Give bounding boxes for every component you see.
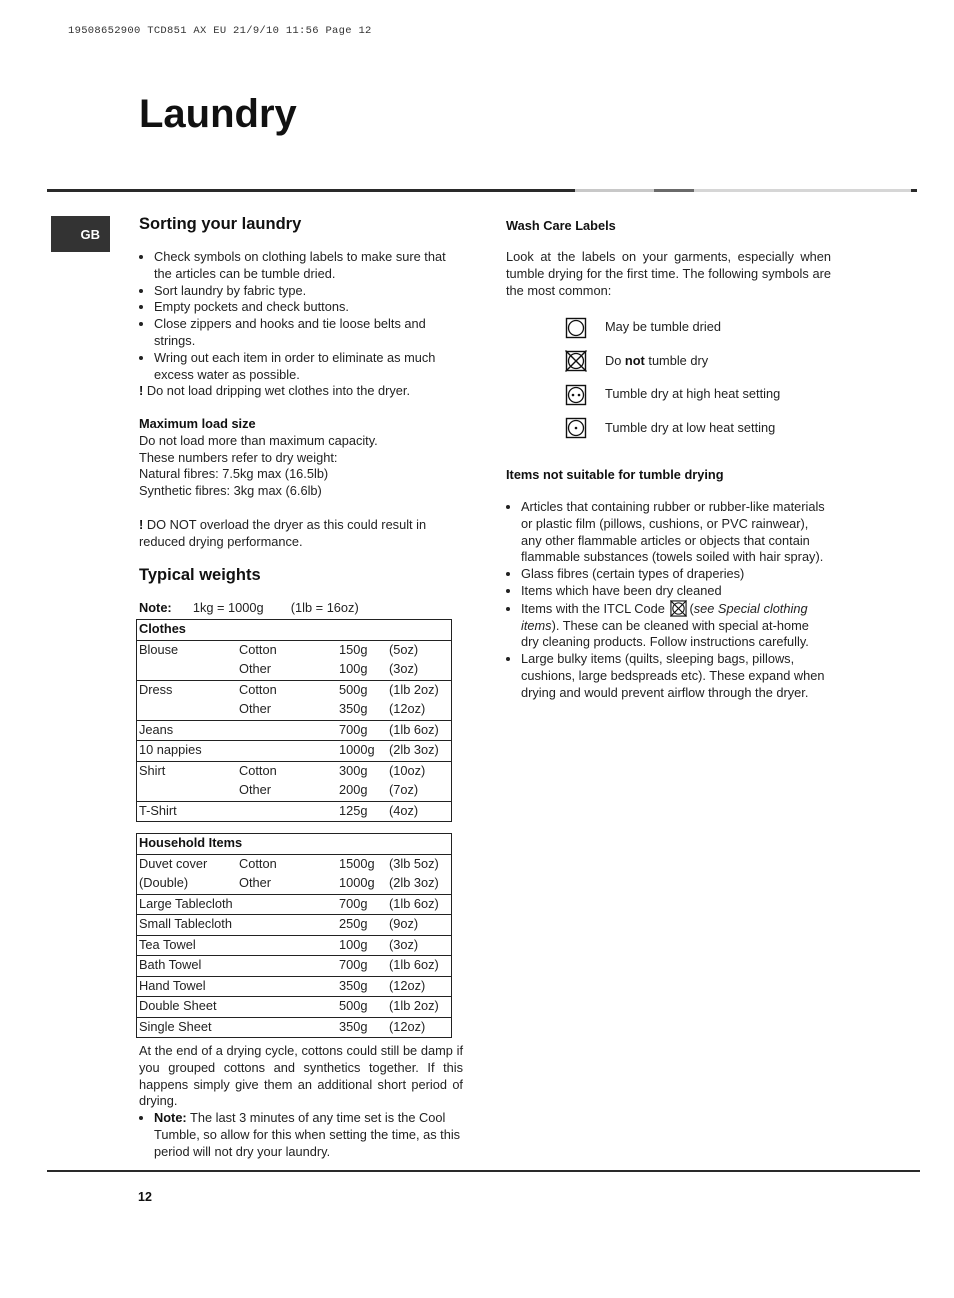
- table-row: [137, 640, 451, 660]
- list-item: • Check symbols on clothing labels to make sure that the articles can be tumble dried.: [154, 249, 461, 283]
- list-item: • Large bulky items (quilts, sleeping bags, pillows, cushions, large bedspreads etc). These expand when drying and would prevent airflow through the dryer.: [521, 651, 826, 701]
- cell-type: Cotton: [239, 641, 277, 657]
- cell-oz: (12oz): [389, 977, 426, 993]
- cell-g: 350g: [339, 701, 368, 716]
- cell-type: [237, 720, 337, 741]
- low-heat-icon: [565, 417, 587, 439]
- max-load-line: These numbers refer to dry weight:: [139, 449, 338, 465]
- cell-item: [137, 781, 237, 801]
- cell-oz: (7oz): [389, 782, 419, 797]
- not-suitable-block: [506, 499, 826, 702]
- cell-type: [237, 956, 337, 977]
- cell-type: [237, 915, 337, 936]
- table-row: [137, 915, 451, 936]
- wash-care-heading: Wash Care Labels: [506, 218, 616, 233]
- cell-oz: (4oz): [389, 802, 419, 818]
- cell-item: Bath Towel: [139, 957, 202, 972]
- top-rule-dark: [47, 189, 575, 192]
- sorting-warning: [139, 383, 461, 400]
- cell-type: [237, 801, 337, 821]
- warning-text: DO NOT overload the dryer as this could result in reduced drying performance.: [139, 516, 427, 549]
- clothes-table: [136, 619, 452, 822]
- cell-oz: (1lb 2oz): [389, 681, 439, 697]
- top-rule-light: [575, 189, 654, 192]
- cell-item: Dress: [139, 681, 173, 697]
- itcl-code-icon: [670, 600, 687, 617]
- overload-warning: [139, 517, 459, 551]
- cell-item: Double Sheet: [139, 998, 217, 1013]
- symbol-label: Do not tumble dry: [605, 352, 709, 368]
- list-item: • Articles that containing rubber or rubber-like materials or plastic film (pillows, cushions, or PVC rainwear), any other flammable articles or objects that contain flammable substances (towels soiled with hair spray).: [521, 499, 826, 566]
- cell-g: 100g: [339, 936, 368, 952]
- list-item: • Items with the ITCL Code (see Special clothing items). These can be cleaned with special at-home dry cleaning products. Follow instructions carefully.: [521, 600, 826, 651]
- cell-item: Blouse: [139, 641, 179, 657]
- note-kg: 1kg = 1000g: [192, 600, 264, 615]
- cell-g: 100g: [339, 661, 368, 676]
- note-label: Note:: [154, 1110, 187, 1125]
- list-item: [154, 1110, 465, 1160]
- max-load-line: Do not load more than maximum capacity.: [139, 432, 378, 448]
- cell-g: 1000g: [339, 875, 375, 890]
- drying-cycle-paragraph: At the end of a drying cycle, cottons could still be damp if you grouped cottons and synthetics together. If this happens simply give them an additional short period of drying.: [139, 1043, 463, 1109]
- symbol-label: Tumble dry at high heat setting: [605, 386, 781, 402]
- sorting-list-block: [139, 249, 461, 400]
- tumble-dry-icon: [565, 317, 587, 339]
- list-item: • Empty pockets and check buttons.: [154, 299, 461, 316]
- print-header-meta: 19508652900 TCD851 AX EU 21/9/10 11:56 Page 12: [68, 25, 372, 37]
- cell-item: 10 nappies: [139, 742, 202, 757]
- table-row: [137, 680, 451, 700]
- high-heat-icon: [565, 384, 587, 406]
- cell-type: Other: [239, 661, 272, 676]
- max-load-block: [139, 416, 459, 551]
- cell-g: 125g: [339, 802, 368, 818]
- warning-text: Do not load dripping wet clothes into the dryer.: [146, 383, 411, 399]
- cell-oz: (1lb 6oz): [389, 957, 439, 972]
- symbol-label: Tumble dry at low heat setting: [605, 419, 776, 435]
- note-text: The last 3 minutes of any time set is the Cool Tumble, so allow for this when setting the time, as this period will not dry your laundry.: [154, 1110, 461, 1159]
- cell-g: 300g: [339, 762, 368, 778]
- cell-item: Single Sheet: [139, 1018, 212, 1034]
- cell-type: Other: [239, 701, 272, 716]
- cell-g: 700g: [339, 721, 368, 737]
- cell-oz: (3oz): [389, 661, 419, 676]
- cell-item: Duvet cover: [139, 855, 208, 871]
- table-row: [137, 935, 451, 956]
- table-row: [137, 874, 451, 894]
- symbol-row: [506, 311, 836, 345]
- list-item: • Close zippers and hooks and tie loose belts and strings.: [154, 316, 461, 350]
- symbol-row: [506, 378, 836, 412]
- page-number: 12: [138, 1190, 152, 1204]
- cell-oz: (1lb 2oz): [389, 998, 439, 1013]
- table-row: [137, 976, 451, 997]
- table-row: [137, 700, 451, 720]
- cool-tumble-list: [139, 1110, 465, 1160]
- cool-tumble-note: [139, 1110, 465, 1160]
- cell-type: [237, 935, 337, 956]
- note-lb: (1lb = 16oz): [290, 600, 359, 615]
- cell-item: Small Tablecloth: [139, 916, 232, 931]
- cell-item: Hand Towel: [139, 977, 206, 993]
- cell-item: [137, 660, 237, 680]
- list-item: • Sort laundry by fabric type.: [154, 283, 461, 300]
- table-row: [137, 801, 451, 821]
- cell-type: [237, 894, 337, 915]
- symbol-list: [506, 311, 836, 445]
- typical-weights-heading: Typical weights: [139, 566, 261, 584]
- cell-type: [237, 741, 337, 762]
- cell-type: [237, 1017, 337, 1037]
- cell-item: Shirt: [139, 762, 166, 778]
- cell-oz: (12oz): [389, 701, 426, 716]
- weights-note: [139, 600, 459, 617]
- sorting-heading: Sorting your laundry: [139, 215, 302, 233]
- top-rule-mid: [654, 189, 694, 192]
- cell-g: 350g: [339, 977, 368, 993]
- cell-g: 200g: [339, 782, 368, 797]
- household-table-header: Household Items: [137, 834, 451, 854]
- cell-type: Cotton: [239, 855, 277, 871]
- page-title: Laundry: [139, 92, 297, 136]
- table-row: [137, 741, 451, 762]
- cell-g: 700g: [339, 957, 368, 972]
- cell-oz: (12oz): [389, 1018, 426, 1034]
- max-load-heading: Maximum load size: [139, 416, 256, 431]
- cell-g: 500g: [339, 998, 368, 1013]
- cell-g: 350g: [339, 1018, 368, 1034]
- cell-item: Large Tablecloth: [139, 895, 233, 911]
- see-special-link-text: see Special clothing items: [521, 600, 808, 633]
- cell-item: Jeans: [139, 721, 174, 737]
- language-tab: GB: [51, 216, 110, 252]
- warning-mark: !: [139, 383, 144, 399]
- cell-g: 1500g: [339, 855, 375, 871]
- cell-type: Other: [239, 875, 272, 890]
- cell-type: [237, 997, 337, 1018]
- cell-type: Cotton: [239, 681, 277, 697]
- cell-oz: (2lb 3oz): [389, 742, 439, 757]
- top-rule-light-2: [694, 189, 911, 192]
- cell-item: T-Shirt: [139, 802, 177, 818]
- table-row: [137, 1017, 451, 1037]
- symbol-row: [506, 345, 836, 379]
- table-row: [137, 854, 451, 874]
- cell-item: Tea Towel: [139, 936, 196, 952]
- cell-oz: (1lb 6oz): [389, 895, 439, 911]
- symbol-label: May be tumble dried: [605, 319, 721, 335]
- list-item: • Wring out each item in order to eliminate as much excess water as possible.: [154, 350, 461, 384]
- cell-type: Other: [239, 782, 272, 797]
- list-item: • Glass fibres (certain types of draperies): [521, 566, 826, 583]
- max-load-line: Natural fibres: 7.5kg max (16.5lb): [139, 466, 329, 482]
- list-item: • Items which have been dry cleaned: [521, 583, 826, 600]
- bottom-rule: [47, 1170, 920, 1172]
- cell-item: [137, 700, 237, 720]
- table-row: [137, 660, 451, 680]
- cell-oz: (5oz): [389, 641, 419, 657]
- cell-item: (Double): [139, 875, 189, 890]
- sorting-list: [139, 249, 461, 383]
- note-label: Note:: [139, 600, 172, 615]
- table-row: [137, 720, 451, 741]
- warning-mark: !: [139, 516, 144, 532]
- do-not-tumble-dry-icon: [565, 350, 587, 372]
- not-suitable-heading: Items not suitable for tumble drying: [506, 467, 724, 482]
- table-row: [137, 761, 451, 781]
- cell-type: [237, 976, 337, 997]
- cell-oz: (2lb 3oz): [389, 875, 439, 890]
- table-row: [137, 997, 451, 1018]
- not-suitable-list: [506, 499, 826, 702]
- cell-g: 250g: [339, 916, 368, 931]
- cell-g: 150g: [339, 641, 368, 657]
- table-row: [137, 781, 451, 801]
- household-table: [136, 833, 452, 1038]
- table-row: [137, 894, 451, 915]
- cell-oz: (1lb 6oz): [389, 721, 439, 737]
- cell-g: 500g: [339, 681, 368, 697]
- top-rule-end: [911, 189, 917, 192]
- symbol-row: [506, 412, 836, 446]
- clothes-table-header: Clothes: [137, 620, 451, 640]
- table-row: [137, 956, 451, 977]
- cell-g: 1000g: [339, 742, 375, 757]
- cell-g: 700g: [339, 895, 368, 911]
- cell-oz: (9oz): [389, 916, 419, 931]
- cell-type: Cotton: [239, 762, 277, 778]
- wash-care-intro: Look at the labels on your garments, especially when tumble drying for the first time. The following symbols are the most common:: [506, 249, 831, 298]
- cell-oz: (10oz): [389, 762, 426, 778]
- cell-oz: (3lb 5oz): [389, 855, 439, 871]
- cell-oz: (3oz): [389, 936, 419, 952]
- max-load-line: Synthetic fibres: 3kg max (6.6lb): [139, 483, 322, 499]
